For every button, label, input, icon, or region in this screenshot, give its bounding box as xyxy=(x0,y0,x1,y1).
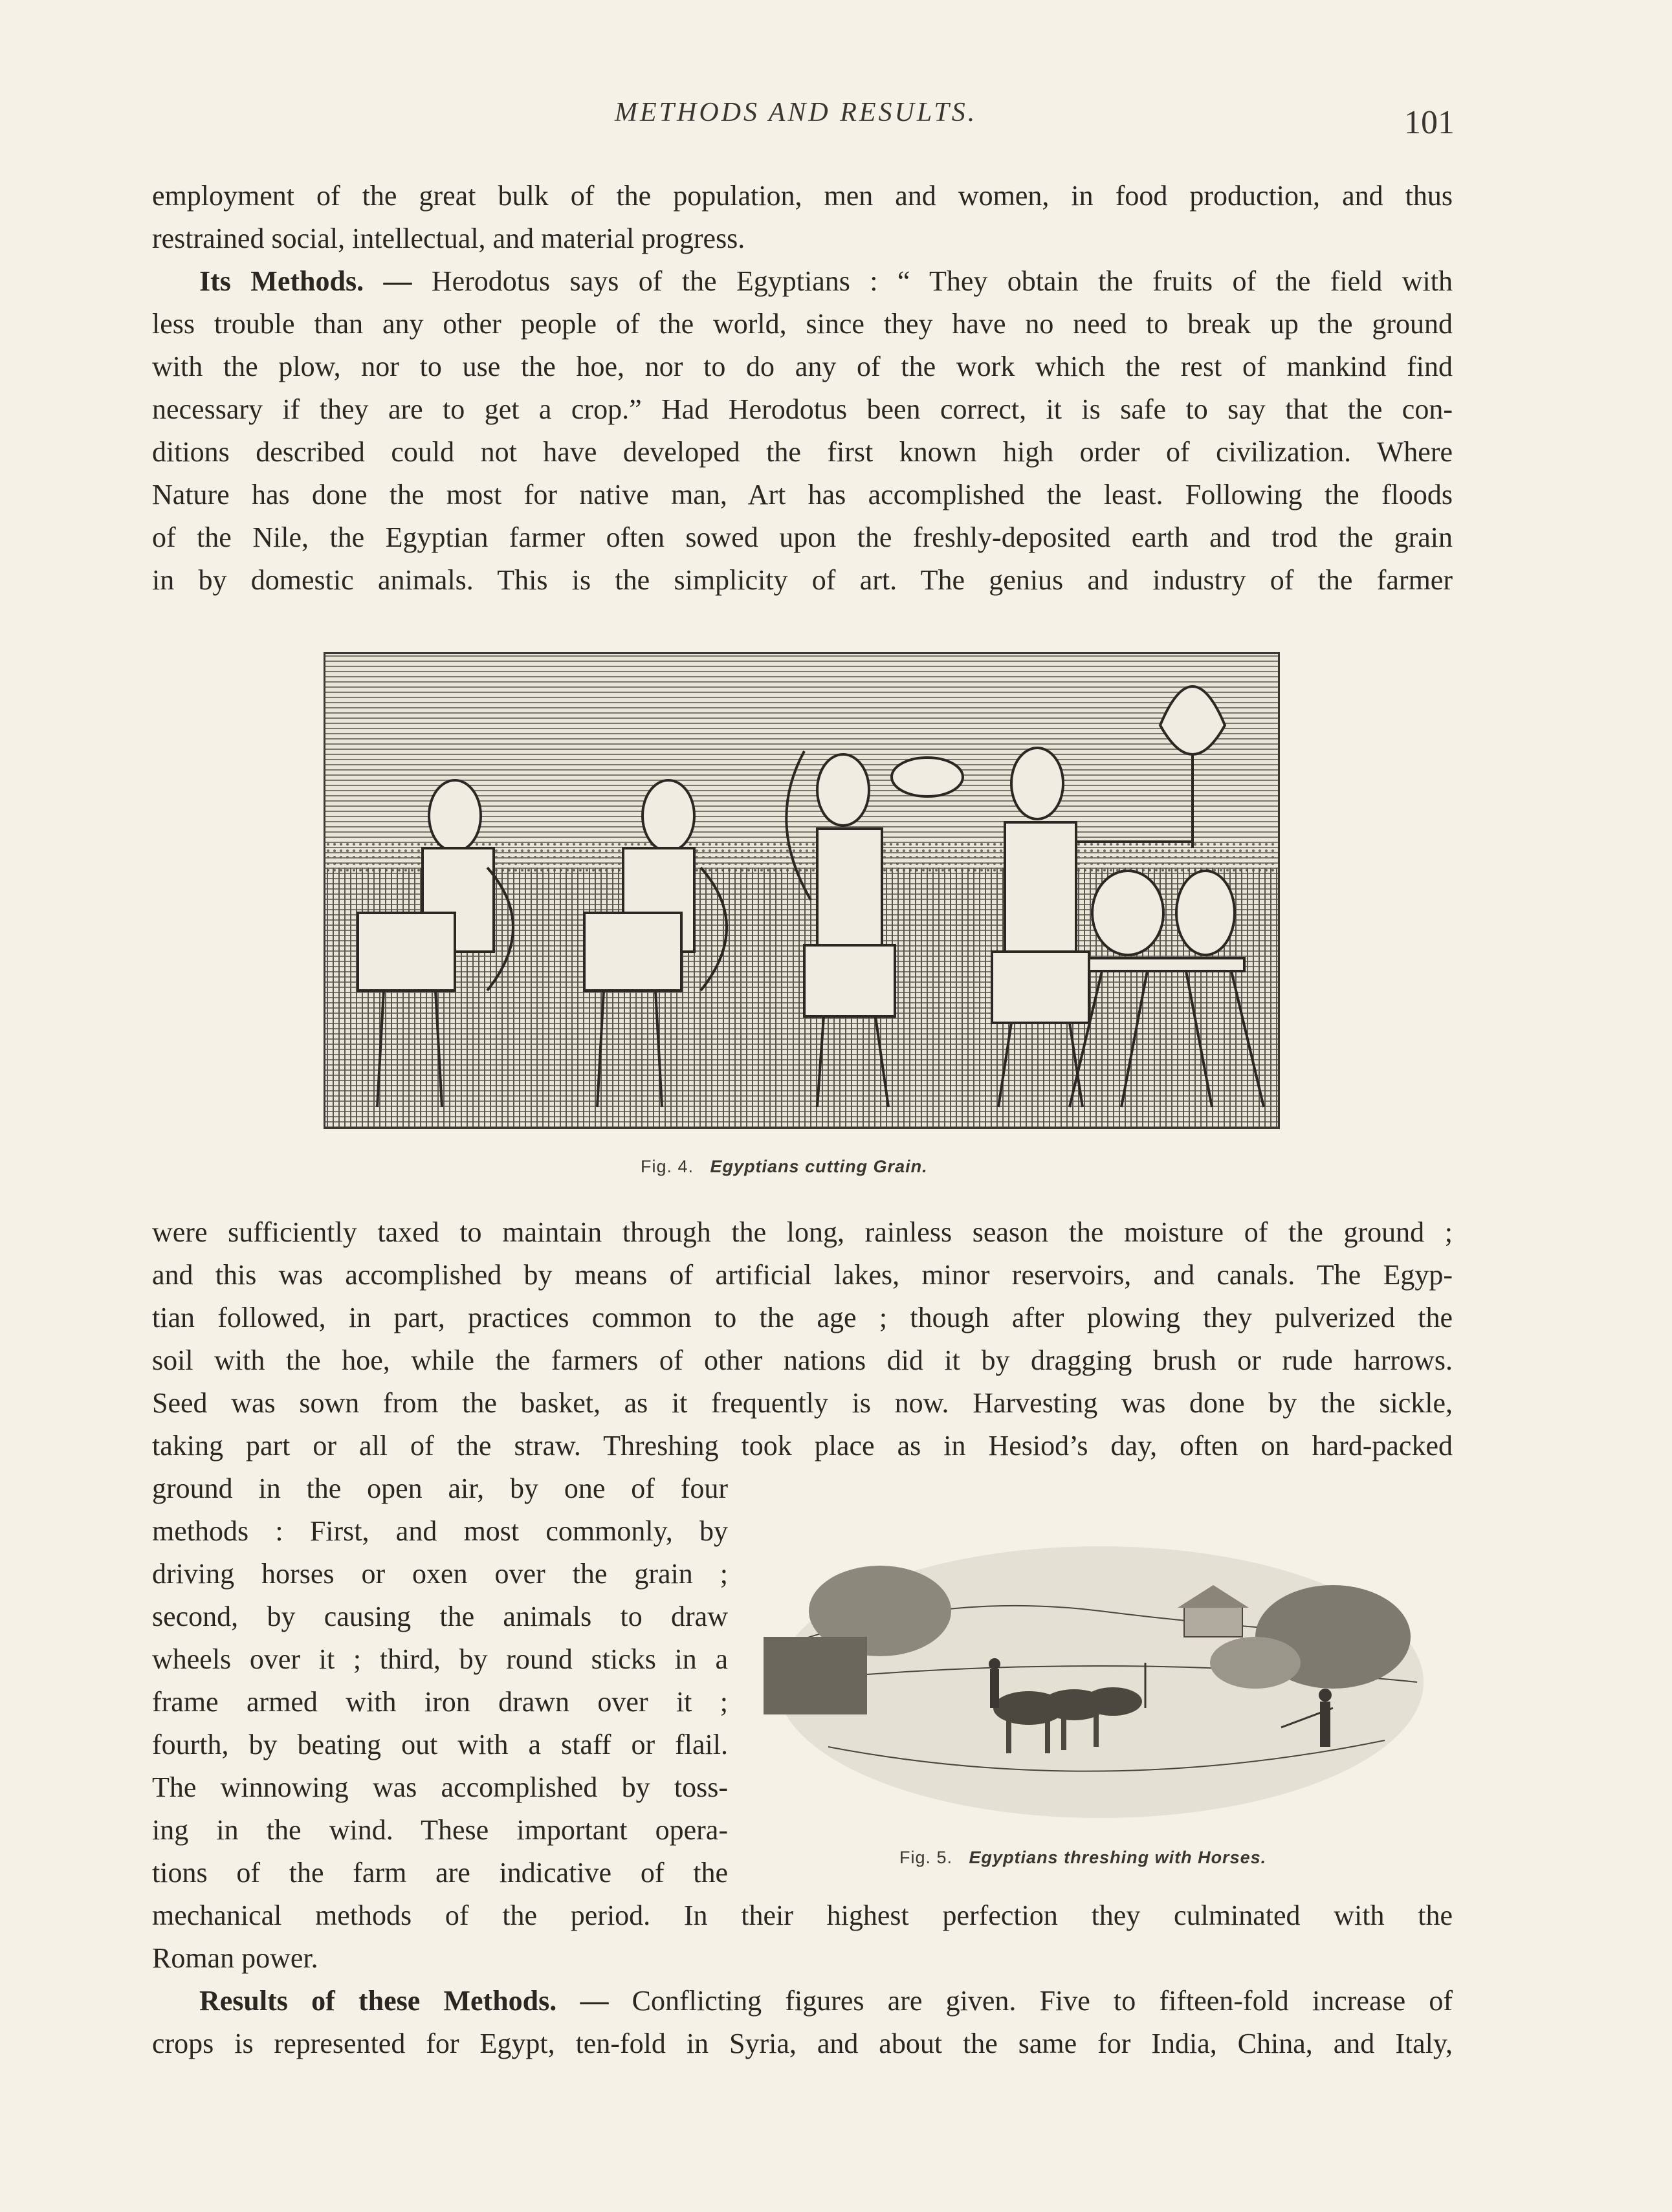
text-line: ditions described could not have developed the first known high order of civilization. Where xyxy=(152,436,1453,468)
section-heading-results: Results of these Methods. — xyxy=(199,1985,609,2017)
fig4-title: Egyptians cutting Grain. xyxy=(710,1157,928,1176)
text-line: soil with the hoe, while the farmers of other nations did it by dragging brush or rude harrows. xyxy=(152,1344,1453,1376)
section-heading-its-methods: Its Methods. — xyxy=(199,265,412,297)
text-line: methods : First, and most commonly, by xyxy=(152,1515,728,1547)
text-line: restrained social, intellectual, and material progress. xyxy=(152,223,745,254)
text-line: tions of the farm are indicative of the xyxy=(152,1857,728,1889)
figure-egyptians-threshing xyxy=(751,1514,1424,1824)
text-line: Nature has done the most for native man, Art has accomplished the least. Following the floods xyxy=(152,479,1453,510)
running-header: METHODS AND RESULTS. xyxy=(615,98,978,127)
fig5-illustration xyxy=(751,1514,1424,1824)
page-number: 101 xyxy=(1404,104,1455,141)
text-line: employment of the great bulk of the population, men and women, in food production, and thus xyxy=(152,180,1453,212)
text-line: necessary if they are to get a crop.” Had Herodotus been correct, it is safe to say that the con- xyxy=(152,393,1453,425)
text-line xyxy=(199,260,1453,303)
text-line: ground in the open air, by one of four xyxy=(152,1473,728,1504)
text-line: tian followed, in part, practices common to the age ; though after plowing they pulverized the xyxy=(152,1302,1453,1333)
text-line xyxy=(199,1980,1453,2022)
fig5-caption xyxy=(899,1848,1266,1868)
text-line: The winnowing was accomplished by toss- xyxy=(152,1771,728,1803)
text-run: Conflicting figures are given. Five to fifteen-fold increase of xyxy=(608,1985,1453,2017)
fig5-title: Egyptians threshing with Horses. xyxy=(969,1848,1267,1867)
text-line: in by domestic animals. This is the simplicity of art. The genius and industry of the farmer xyxy=(152,564,1453,596)
text-line: taking part or all of the straw. Threshing took place as in Hesiod’s day, often on hard-packed xyxy=(152,1430,1453,1462)
fig4-illustration xyxy=(325,654,1278,1127)
text-line: Roman power. xyxy=(152,1942,318,1974)
text-line: with the plow, nor to use the hoe, nor to do any of the work which the rest of mankind find xyxy=(152,351,1453,382)
text-line: driving horses or oxen over the grain ; xyxy=(152,1558,728,1590)
fig4-caption xyxy=(641,1157,928,1177)
text-line: wheels over it ; third, by round sticks in a xyxy=(152,1643,728,1675)
text-line: of the Nile, the Egyptian farmer often sowed upon the freshly-deposited earth and trod the grain xyxy=(152,521,1453,553)
fig5-label: Fig. 5. xyxy=(899,1848,953,1867)
text-line: frame armed with iron drawn over it ; xyxy=(152,1686,728,1718)
text-line: and this was accomplished by means of artificial lakes, minor reservoirs, and canals. The Egyp- xyxy=(152,1259,1453,1291)
text-line: Seed was sown from the basket, as it frequently is now. Harvesting was done by the sickle, xyxy=(152,1387,1453,1419)
text-run: Herodotus says of the Egyptians : “ They obtain the fruits of the field with xyxy=(412,265,1453,297)
text-line: fourth, by beating out with a staff or flail. xyxy=(152,1729,728,1760)
text-line: were sufficiently taxed to maintain through the long, rainless season the moisture of the ground ; xyxy=(152,1216,1453,1248)
text-line: ing in the wind. These important opera- xyxy=(152,1814,728,1846)
fig4-label: Fig. 4. xyxy=(641,1157,694,1176)
text-line: second, by causing the animals to draw xyxy=(152,1601,728,1632)
text-line: less trouble than any other people of the world, since they have no need to break up the ground xyxy=(152,308,1453,340)
figure-egyptians-cutting-grain xyxy=(324,652,1280,1129)
text-line: mechanical methods of the period. In their highest perfection they culminated with the xyxy=(152,1900,1453,1931)
text-line: crops is represented for Egypt, ten-fold in Syria, and about the same for India, China, and Italy, xyxy=(152,2028,1453,2059)
